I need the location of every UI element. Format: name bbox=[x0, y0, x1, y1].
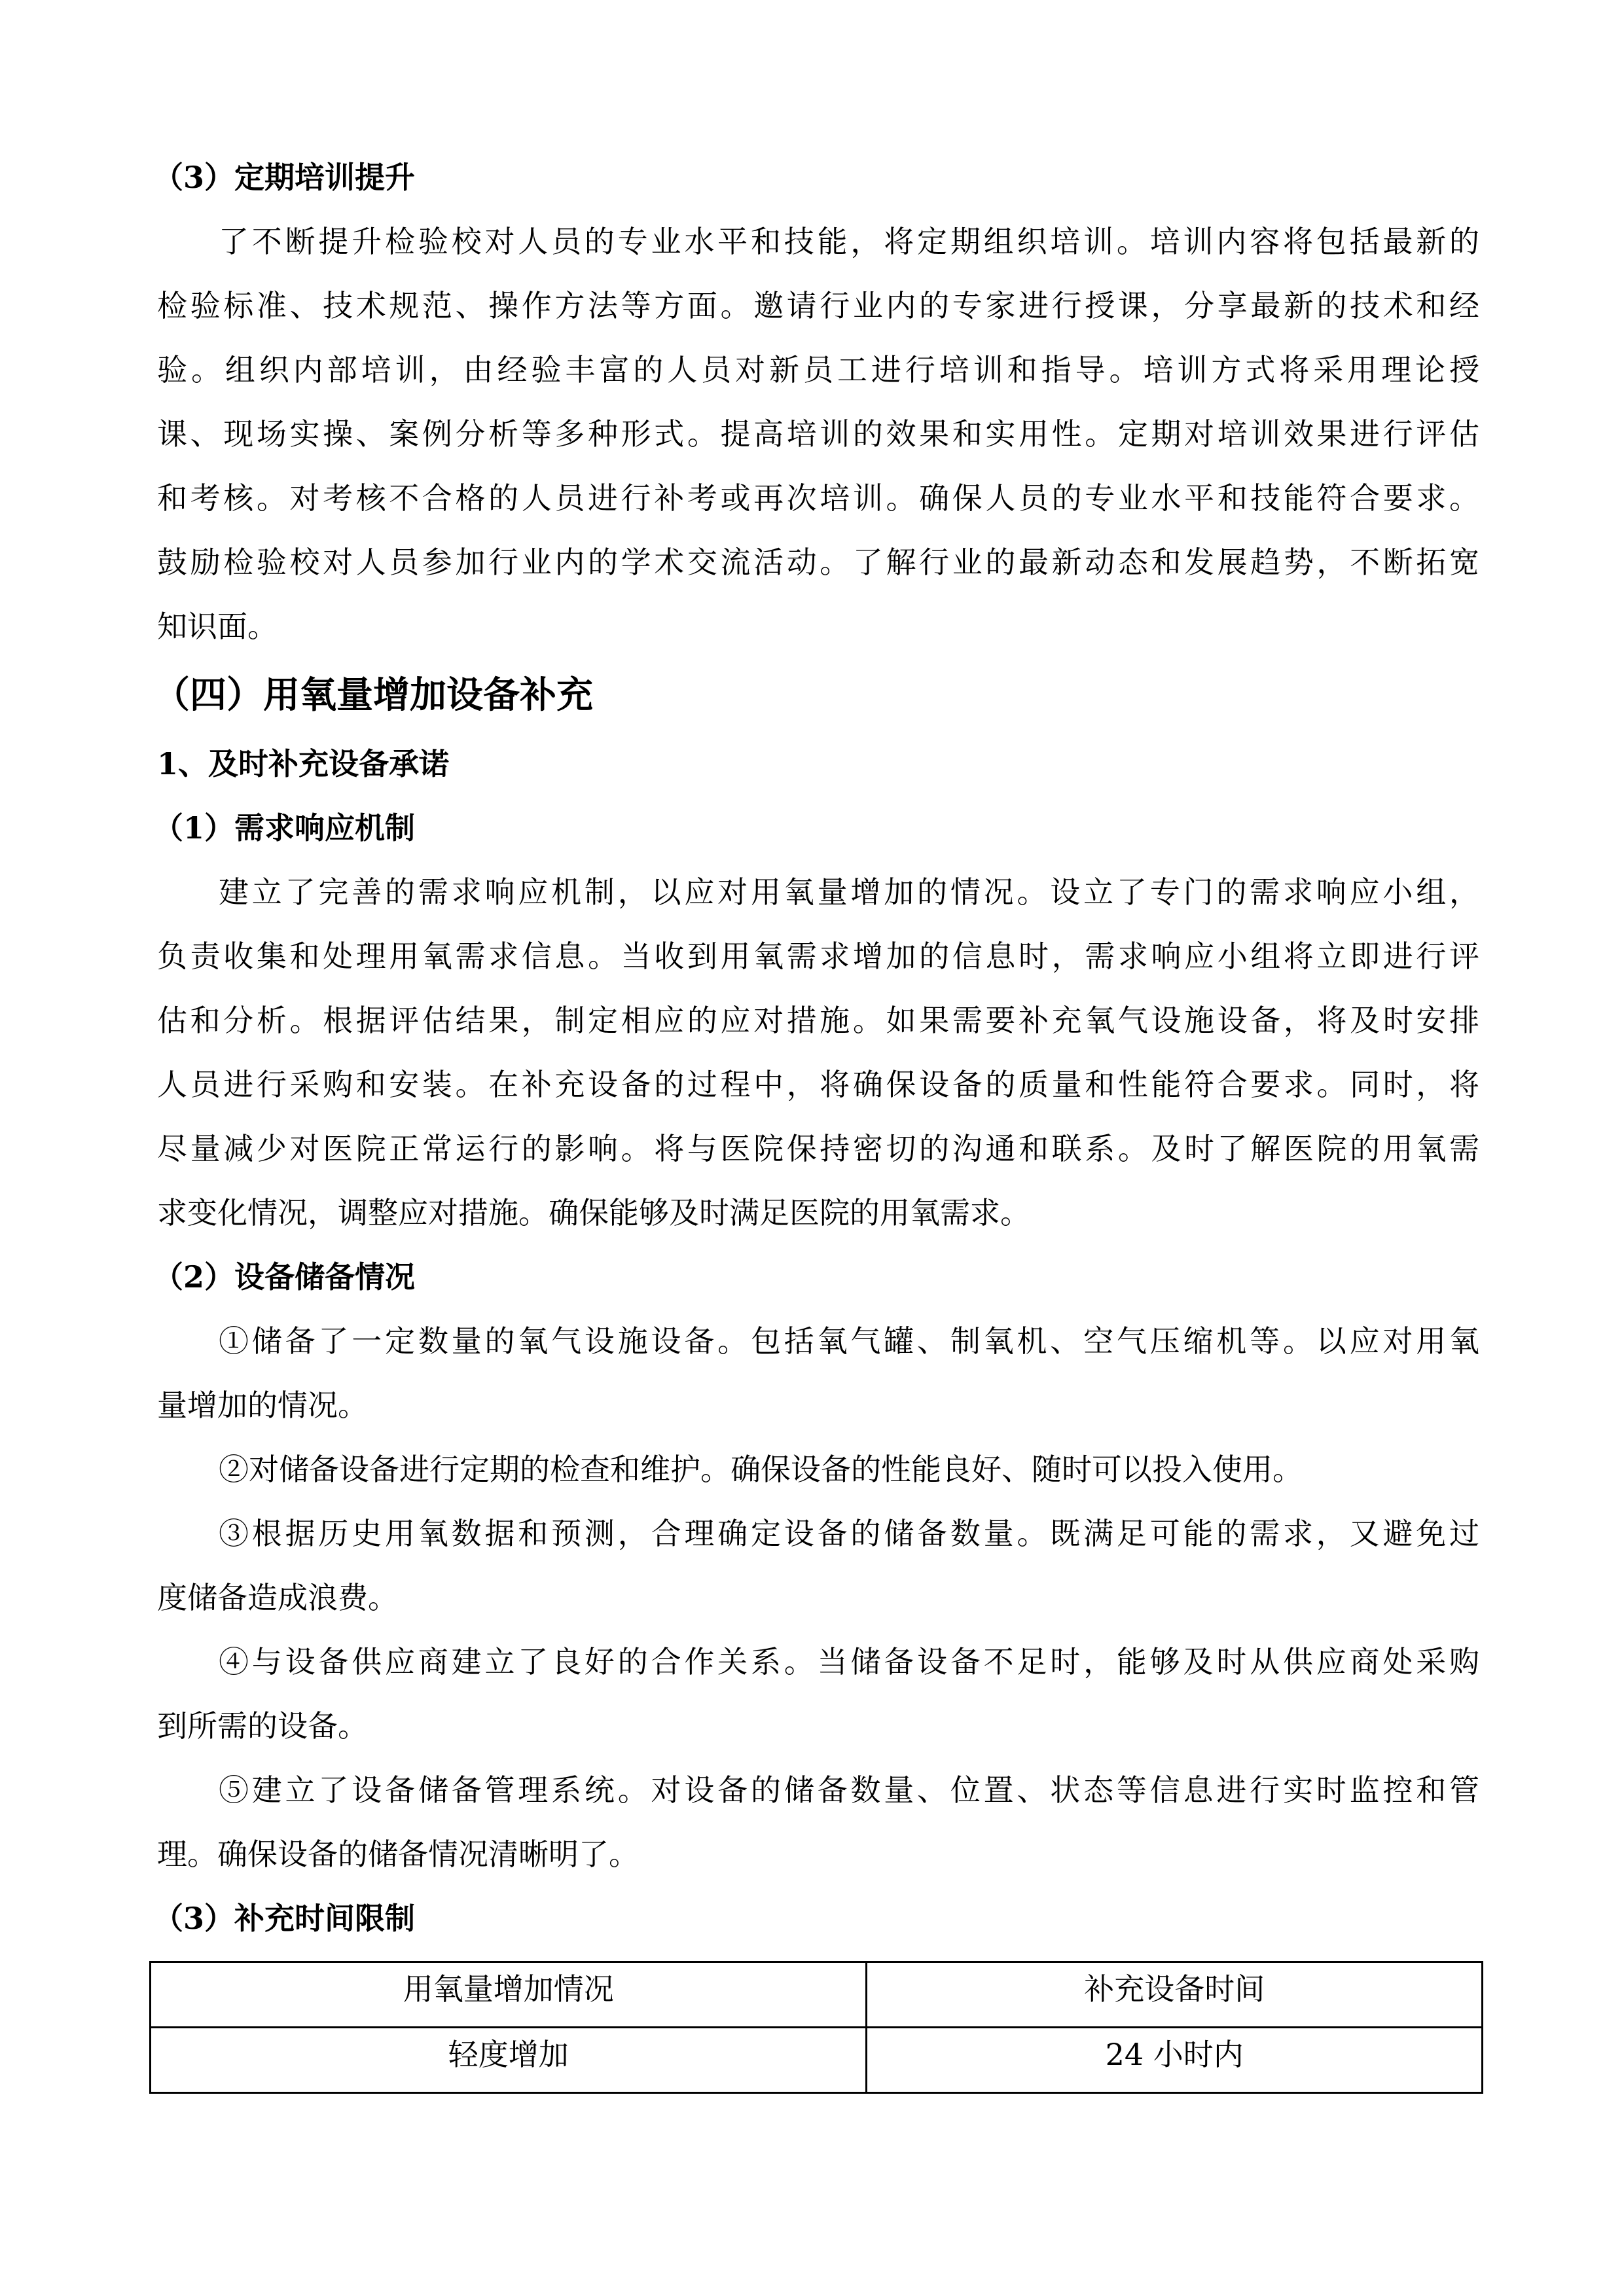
table-header-cell: 补充设备时间 bbox=[867, 1962, 1483, 2028]
paragraph-line: ③根据历史用氧数据和预测，合理确定设备的储备数量。既满足可能的需求，又避免过 bbox=[219, 1516, 1479, 1551]
paragraph-line: 理。确保设备的储备情况清晰明了。 bbox=[157, 1837, 639, 1872]
paragraph bbox=[157, 1437, 1479, 1501]
paragraph-line: ②对储备设备进行定期的检查和维护。确保设备的性能良好、随时可以投入使用。 bbox=[219, 1452, 1303, 1487]
paragraph-line: 尽量减少对医院正常运行的影响。将与医院保持密切的沟通和联系。及时了解医院的用氧需 bbox=[157, 1131, 1479, 1166]
paragraph bbox=[157, 1309, 1479, 1437]
paragraph bbox=[157, 1630, 1479, 1758]
paragraph-line: 负责收集和处理用氧需求信息。当收到用氧需求增加的信息时，需求响应小组将立即进行评 bbox=[157, 939, 1479, 974]
paragraph-line: 度储备造成浪费。 bbox=[157, 1580, 398, 1615]
paragraph bbox=[157, 209, 1479, 658]
table-cell: 轻度增加 bbox=[151, 2028, 867, 2093]
paragraph-line: 量增加的情况。 bbox=[157, 1388, 368, 1423]
table-header-row bbox=[151, 1962, 1483, 2028]
paragraph-line: ④与设备供应商建立了良好的合作关系。当储备设备不足时，能够及时从供应商处采购 bbox=[219, 1644, 1479, 1679]
subsection-heading: 1、及时补充设备承诺 bbox=[157, 746, 450, 781]
paragraph-line: 建立了完善的需求响应机制，以应对用氧量增加的情况。设立了专门的需求响应小组， bbox=[219, 874, 1479, 910]
paragraph bbox=[157, 1501, 1479, 1630]
table-cell: 24 小时内 bbox=[867, 2028, 1483, 2093]
paragraph-line: 课、现场实操、案例分析等多种形式。提高培训的效果和实用性。定期对培训效果进行评估 bbox=[157, 416, 1479, 452]
paragraph-line: 鼓励检验校对人员参加行业内的学术交流活动。了解行业的最新动态和发展趋势，不断拓宽 bbox=[157, 545, 1479, 580]
paragraph-line: 检验标准、技术规范、操作方法等方面。邀请行业内的专家进行授课，分享最新的技术和经 bbox=[157, 288, 1479, 323]
supplement-time-table bbox=[149, 1961, 1483, 2094]
subsection-heading: （1）需求响应机制 bbox=[153, 810, 416, 846]
paragraph-line: 和考核。对考核不合格的人员进行补考或再次培训。确保人员的专业水平和技能符合要求。 bbox=[157, 480, 1479, 516]
table-row bbox=[151, 2028, 1483, 2093]
subsection-heading: （2）设备储备情况 bbox=[153, 1259, 416, 1295]
subsection-heading: （3）定期培训提升 bbox=[153, 160, 416, 195]
paragraph-line: 了不断提升检验校对人员的专业水平和技能，将定期组织培训。培训内容将包括最新的 bbox=[219, 224, 1479, 259]
section-heading: （四）用氧量增加设备补充 bbox=[153, 673, 593, 717]
paragraph-line: 人员进行采购和安装。在补充设备的过程中，将确保设备的质量和性能符合要求。同时，将 bbox=[157, 1067, 1479, 1102]
paragraph bbox=[157, 860, 1479, 1245]
paragraph-line: 到所需的设备。 bbox=[157, 1708, 368, 1744]
paragraph bbox=[157, 1758, 1479, 1886]
paragraph-line: 知识面。 bbox=[157, 609, 278, 644]
paragraph-line: 验。组织内部培训，由经验丰富的人员对新员工进行培训和指导。培训方式将采用理论授 bbox=[157, 352, 1479, 387]
document-body bbox=[153, 145, 1479, 1950]
subsection-heading: （3）补充时间限制 bbox=[153, 1901, 416, 1936]
paragraph-line: 求变化情况，调整应对措施。确保能够及时满足医院的用氧需求。 bbox=[157, 1195, 1030, 1230]
paragraph-line: 估和分析。根据评估结果，制定相应的应对措施。如果需要补充氧气设施设备，将及时安排 bbox=[157, 1003, 1479, 1038]
paragraph-line: ①储备了一定数量的氧气设施设备。包括氧气罐、制氧机、空气压缩机等。以应对用氧 bbox=[219, 1323, 1479, 1359]
table-header-cell: 用氧量增加情况 bbox=[151, 1962, 867, 2028]
paragraph-line: ⑤建立了设备储备管理系统。对设备的储备数量、位置、状态等信息进行实时监控和管 bbox=[219, 1772, 1479, 1808]
